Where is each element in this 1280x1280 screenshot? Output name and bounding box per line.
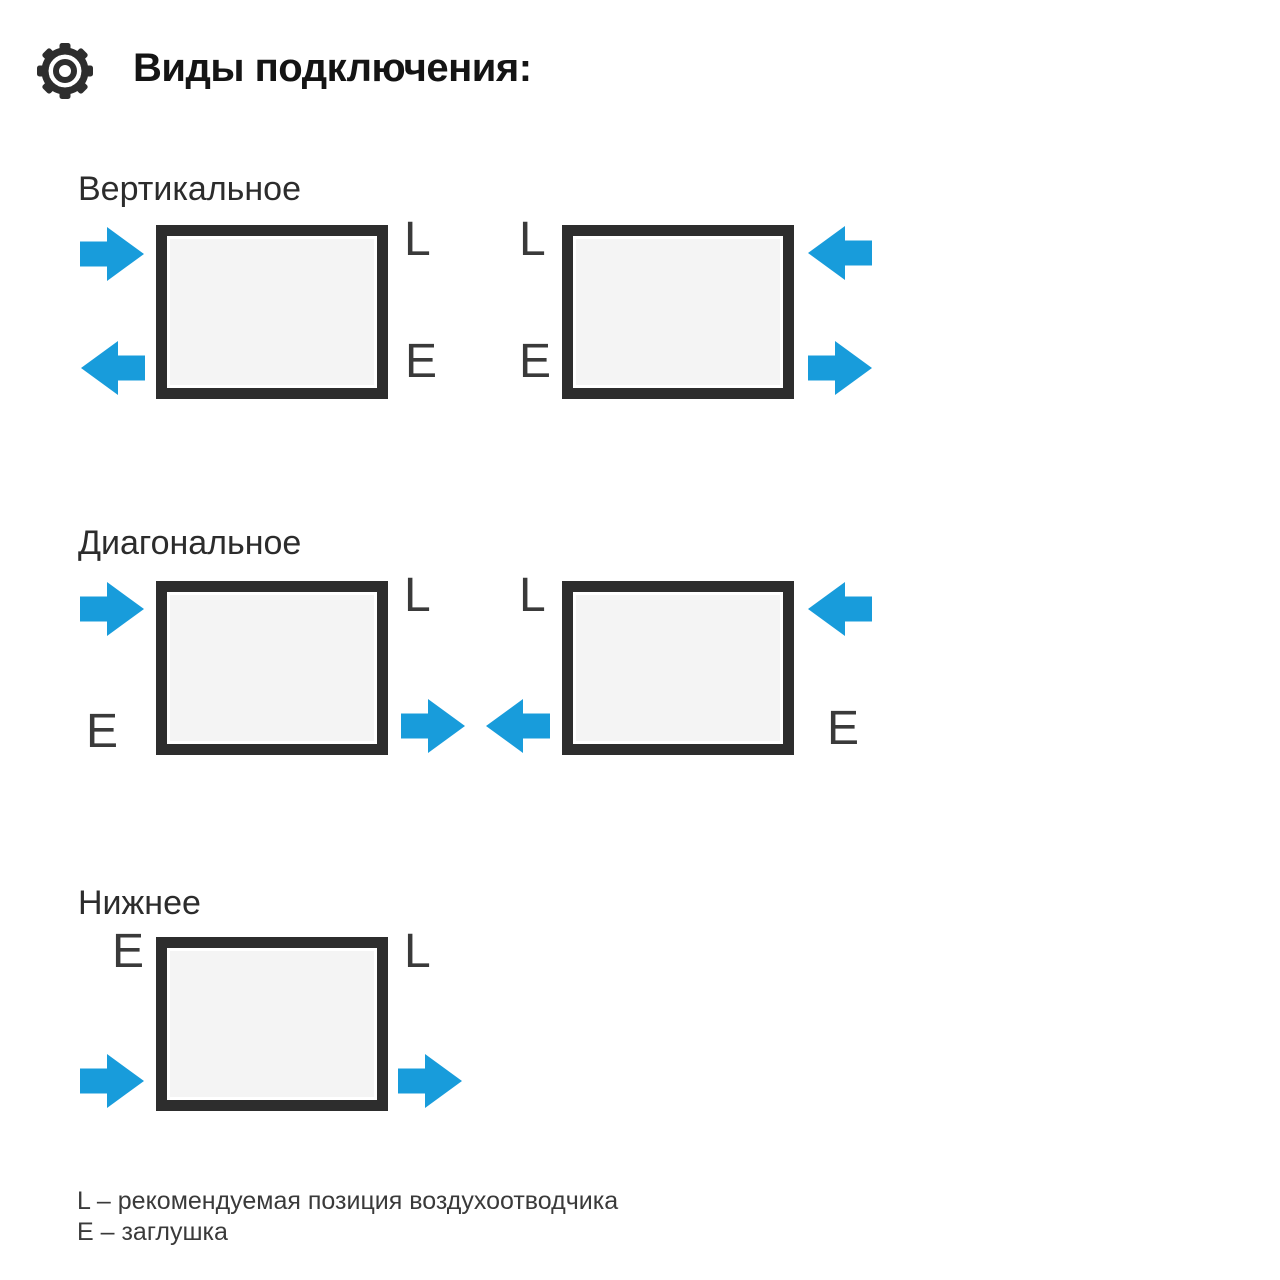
- legend-line-l: L – рекомендуемая позиция воздухоотводчика: [77, 1187, 619, 1215]
- outlet-arrow-icon: [401, 699, 465, 753]
- port-label-e: E: [405, 335, 438, 388]
- port-label-l: L: [519, 213, 546, 266]
- outlet-arrow-icon: [486, 699, 550, 753]
- radiator-outline: [156, 225, 388, 399]
- radiator-outline: [156, 937, 388, 1111]
- outlet-arrow-icon: [808, 341, 872, 395]
- radiator-outline: [562, 581, 794, 755]
- inlet-arrow-icon: [80, 582, 144, 636]
- page-title: Виды подключения:: [133, 46, 532, 90]
- section-title-vertical: Вертикальное: [78, 170, 301, 208]
- port-label-l: L: [404, 925, 431, 978]
- legend: [77, 1186, 618, 1248]
- inlet-arrow-icon: [808, 582, 872, 636]
- port-label-e: E: [519, 335, 552, 388]
- gear-icon: [36, 42, 94, 105]
- port-label-e: E: [86, 705, 119, 758]
- radiator-outline: [156, 581, 388, 755]
- port-label-l: L: [404, 213, 431, 266]
- inlet-arrow-icon: [80, 227, 144, 281]
- inlet-arrow-icon: [808, 226, 872, 280]
- section-title-bottom: Нижнее: [78, 884, 201, 922]
- outlet-arrow-icon: [81, 341, 145, 395]
- port-label-e: E: [112, 925, 145, 978]
- port-label-e: E: [827, 702, 860, 755]
- outlet-arrow-icon: [398, 1054, 462, 1108]
- inlet-arrow-icon: [80, 1054, 144, 1108]
- legend-line-e: E – заглушка: [77, 1218, 228, 1246]
- port-label-l: L: [404, 569, 431, 622]
- port-label-l: L: [519, 569, 546, 622]
- radiator-outline: [562, 225, 794, 399]
- section-title-diagonal: Диагональное: [78, 524, 302, 562]
